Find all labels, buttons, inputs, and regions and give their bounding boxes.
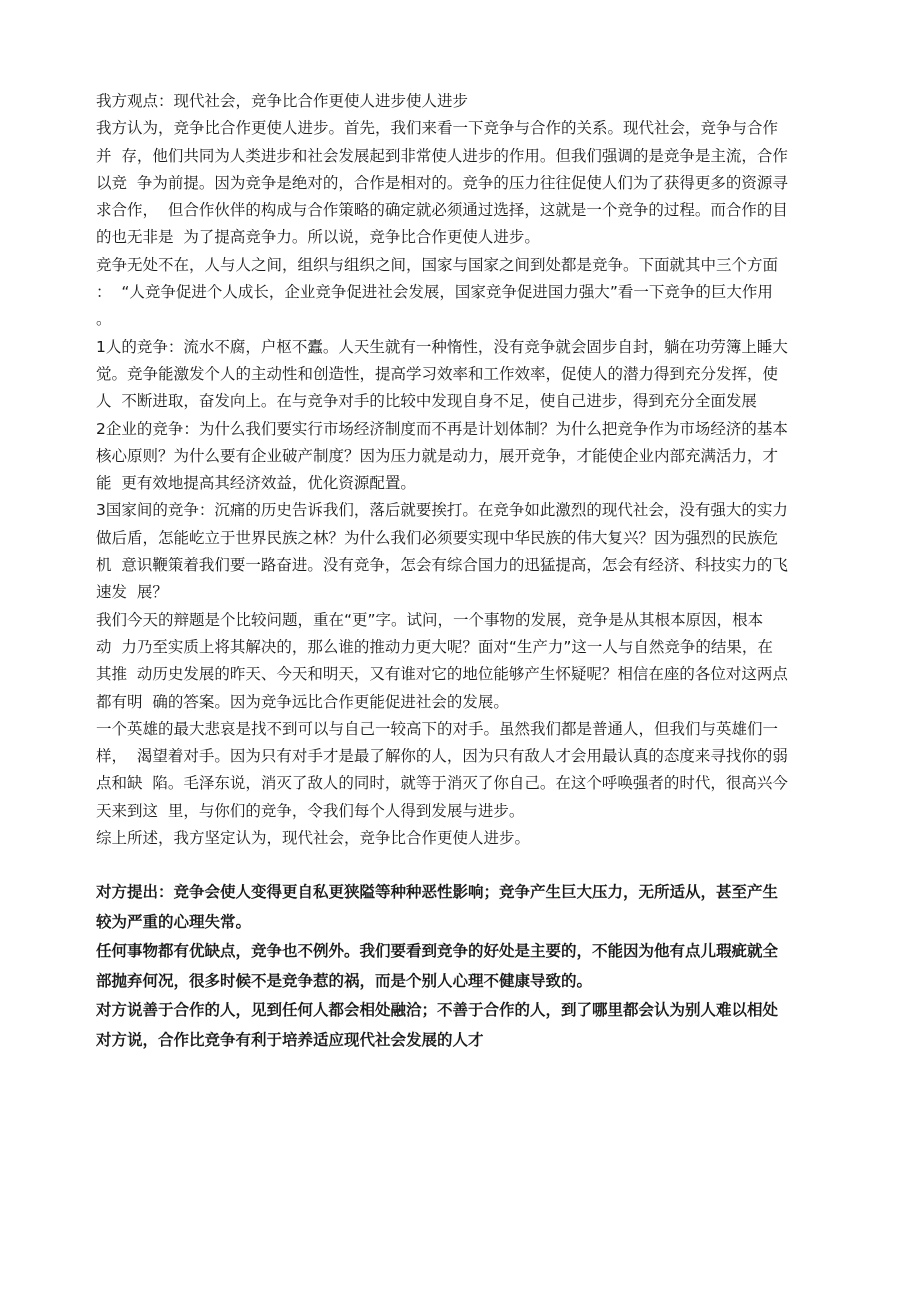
rebuttal-paragraph [96,996,836,1055]
body-paragraph [96,825,836,852]
text-line: 部抛弃何况，很多时候不是竞争惹的祸，而是个别人心理不健康导致的。 [96,971,593,990]
text-line: 以竞 争为前提。因为竞争是绝对的，合作是相对的。竞争的压力往往促使人们为了获得更多的资源寻 [96,173,788,192]
text-line: 1人的竞争：流水不腐，户枢不蠹。人天生就有一种惰性，没有竞争就会固步自封，躺在功劳簿上睡大 [96,337,788,356]
text-line: 竞争无处不在，人与人之间，组织与组织之间，国家与国家之间到处都是竞争。下面就其中三个方面 [96,255,779,274]
text-line: 能 更有效地提高其经济效益，优化资源配置。 [96,474,416,493]
document-body [96,115,836,852]
text-line: 任何事物都有优缺点，竞争也不例外。我们要看到竞争的好处是主要的，不能因为他有点儿瑕疵就全 [96,942,779,961]
text-line: 点和缺 陷。毛泽东说，消灭了敌人的同时，就等于消灭了你自己。在这个呼唤强者的时代，很高兴今 [96,774,788,793]
body-paragraph [96,334,836,416]
body-paragraph [96,607,836,716]
rebuttal-paragraph [96,878,836,937]
text-line: 觉。竞争能激发个人的主动性和创造性，提高学习效率和工作效率，促使人的潜力得到充分发挥，使 [96,364,779,383]
text-line: 综上所述，我方坚定认为，现代社会，竞争比合作更使人进步。 [96,829,531,848]
text-line: 我方观点：现代社会，竞争比合作更使人进步使人进步 [96,92,469,110]
text-line: 样， 渴望着对手。因为只有对手才是最了解你的人，因为只有敌人才会用最认真的态度来寻找你的弱 [96,747,788,766]
body-paragraph [96,416,836,498]
body-paragraph [96,115,836,251]
text-line: 人 不断进取，奋发向上。在与竞争对手的比较中发现自身不足，使自己进步，得到充分全面发展 [96,392,757,411]
text-line: 机 意识鞭策着我们要一路奋进。没有竞争，怎会有综合国力的迅猛提高，怎会有经济、科技实力的飞 [96,556,788,575]
text-line: 对方说，合作比竞争有利于培养适应现代社会发展的人才 [96,1030,484,1049]
text-line: 求合作， 但合作伙伴的构成与合作策略的确定就必须通过选择，这就是一个竞争的过程。而合作的目 [96,201,788,220]
text-line: 都有明 确的答案。因为竞争远比合作更能促进社会的发展。 [96,692,509,711]
opponent-section [96,878,836,1055]
rebuttal-paragraph [96,937,836,996]
text-line: 的也无非是 为了提高竞争力。所以说，竞争比合作更使人进步。 [96,228,540,247]
text-line: 速发 展？ [96,583,168,602]
text-line: 对方提出：竞争会使人变得更自私更狭隘等种种恶性影响；竞争产生巨大压力，无所适从，甚至产生 [96,883,779,902]
document-page [96,88,836,1055]
text-line: 天来到这 里，与你们的竞争，令我们每个人得到发展与进步。 [96,801,525,820]
text-line: 其推 动历史发展的昨天、今天和明天，又有谁对它的地位能够产生怀疑呢？相信在座的各位对这两点 [96,665,788,684]
text-line: 做后盾，怎能屹立于世界民族之林？为什么我们必须要实现中华民族的伟大复兴？因为强烈的民族危 [96,528,779,547]
text-line: 2企业的竞争：为什么我们要实行市场经济制度而不再是计划体制？为什么把竞争作为市场经济的基本 [96,419,788,438]
text-line: 我们今天的辩题是个比较问题，重在“更”字。试问，一个事物的发展，竞争是从其根本原因，根本 [96,610,764,629]
section-gap [96,852,836,878]
body-paragraph [96,716,836,825]
text-line: 一个英雄的最大悲哀是找不到可以与自己一较高下的对手。虽然我们都是普通人，但我们与英雄们一 [96,719,779,738]
text-line: 并 存，他们共同为人类进步和社会发展起到非常使人进步的作用。但我们强调的是竞争是主流，合作 [96,146,788,165]
text-line: 较为严重的心理失常。 [96,912,252,931]
body-paragraph [96,497,836,606]
body-paragraph [96,252,836,334]
text-line: 动 力乃至实质上将其解决的，那么谁的推动力更大呢？面对“生产力”这一人与自然竞争的结果，在 [96,637,773,656]
document-title [96,88,836,115]
text-line: 对方说善于合作的人，见到任何人都会相处融洽；不善于合作的人，到了哪里都会认为别人难以相处 [96,1001,779,1020]
text-line: ： “人竞争促进个人成长，企业竞争促进社会发展，国家竞争促进国力强大”看一下竞争的巨大作用 [96,283,773,302]
text-line: 核心原则？为什么要有企业破产制度？因为压力就是动力，展开竞争，才能使企业内部充满活力，才 [96,446,779,465]
text-line: 。 [96,310,112,329]
text-line: 3国家间的竞争：沉痛的历史告诉我们，落后就要挨打。在竞争如此激烈的现代社会，没有强大的实力 [96,501,788,520]
text-line: 我方认为，竞争比合作更使人进步。首先，我们来看一下竞争与合作的关系。现代社会，竞争与合作 [96,119,779,138]
